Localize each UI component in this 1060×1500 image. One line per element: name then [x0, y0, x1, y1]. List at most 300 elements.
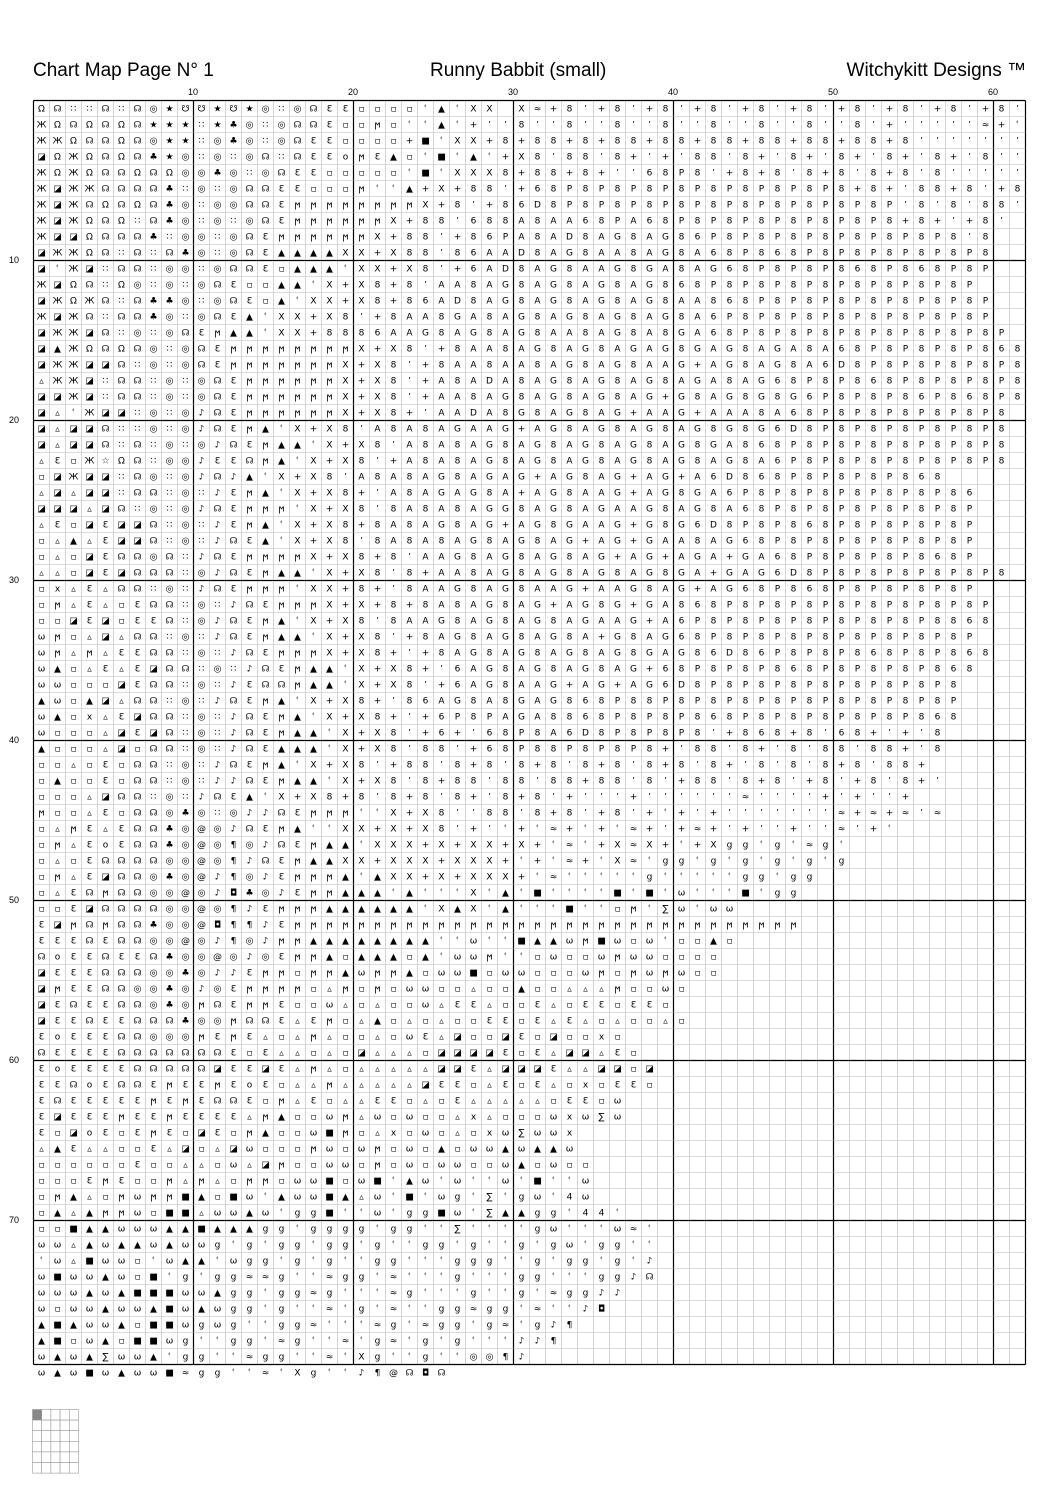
stitch-symbol: ω	[630, 953, 638, 963]
stitch-symbol: ◪	[37, 265, 46, 275]
stitch-symbol: 8	[887, 329, 893, 339]
stitch-symbol: ☊	[150, 201, 158, 211]
stitch-symbol: G	[534, 457, 541, 467]
stitch-symbol: ▲	[358, 905, 365, 915]
stitch-symbol: ω	[54, 697, 62, 707]
stitch-symbol: ω	[86, 1273, 94, 1283]
stitch-symbol: +	[470, 793, 478, 803]
stitch-symbol: ☊	[214, 473, 222, 483]
stitch-symbol: ▫	[310, 1113, 316, 1123]
stitch-symbol: Ɛ	[103, 777, 109, 787]
stitch-symbol: 8	[775, 697, 781, 707]
stitch-symbol: 8	[823, 489, 829, 499]
stitch-symbol: ◎	[262, 169, 270, 179]
stitch-symbol: ϻ	[407, 201, 413, 211]
stitch-symbol: 8	[615, 777, 621, 787]
stitch-symbol: Ɛ	[167, 1097, 173, 1107]
stitch-symbol: G	[598, 681, 605, 691]
stitch-symbol: ▲	[310, 729, 317, 739]
stitch-symbol: +	[630, 793, 638, 803]
stitch-symbol: G	[550, 697, 557, 707]
stitch-symbol: P	[711, 281, 717, 291]
stitch-symbol: ◎	[198, 185, 206, 195]
stitch-symbol: 8	[711, 761, 717, 771]
stitch-symbol: ▫	[38, 617, 44, 627]
stitch-symbol: +	[310, 489, 318, 499]
stitch-symbol: +	[406, 793, 414, 803]
stitch-symbol: ʼ	[952, 121, 955, 131]
stitch-symbol: ☊	[150, 825, 158, 835]
stitch-symbol: +	[534, 841, 542, 851]
stitch-symbol: ϻ	[263, 1177, 269, 1187]
stitch-symbol: +	[518, 137, 526, 147]
stitch-symbol: Ɛ	[567, 1097, 573, 1107]
stitch-symbol: g	[551, 1241, 557, 1251]
stitch-symbol: ϻ	[247, 393, 253, 403]
stitch-symbol: ʼ	[680, 153, 683, 163]
stitch-symbol: 8	[839, 201, 845, 211]
stitch-symbol: A	[486, 553, 493, 563]
stitch-symbol: ☊	[102, 953, 110, 963]
stitch-symbol: ʿ	[616, 873, 619, 883]
stitch-symbol: ◪	[37, 297, 46, 307]
stitch-symbol: 8	[951, 505, 957, 515]
stitch-symbol: Ɛ	[535, 1017, 541, 1027]
stitch-symbol: ω	[70, 1353, 78, 1363]
stitch-symbol: +	[358, 777, 366, 787]
stitch-symbol: o	[87, 1129, 93, 1139]
stitch-symbol: 8	[919, 537, 925, 547]
stitch-symbol: ▵	[359, 1097, 364, 1107]
stitch-symbol: ▲	[86, 1353, 93, 1363]
stitch-symbol: ▵	[535, 1097, 540, 1107]
stitch-symbol: ϻ	[199, 1177, 205, 1187]
stitch-symbol: G	[502, 569, 509, 579]
stitch-symbol: ʿ	[264, 1305, 267, 1315]
stitch-symbol: Ɛ	[631, 1001, 637, 1011]
stitch-symbol: X	[342, 393, 348, 403]
stitch-symbol: G	[534, 441, 541, 451]
stitch-symbol: A	[598, 329, 605, 339]
stitch-symbol: 8	[903, 473, 909, 483]
stitch-symbol: ■	[165, 1369, 174, 1379]
stitch-symbol: ☊	[230, 1097, 238, 1107]
stitch-symbol: 8	[951, 105, 957, 115]
stitch-symbol: ▫	[566, 1161, 572, 1171]
stitch-symbol: ʼ	[792, 777, 795, 787]
stitch-symbol: ʿ	[264, 1241, 267, 1251]
stitch-symbol: Ж	[53, 249, 63, 259]
stitch-symbol: ▵	[295, 1033, 300, 1043]
stitch-symbol: ∷	[167, 521, 173, 531]
stitch-symbol: ◎	[198, 713, 206, 723]
stitch-symbol: ▫	[294, 1161, 300, 1171]
stitch-symbol: 8	[807, 425, 813, 435]
stitch-symbol: ▵	[471, 985, 476, 995]
stitch-symbol: 8	[695, 729, 701, 739]
stitch-symbol: ▫	[38, 825, 44, 835]
stitch-symbol: ▫	[454, 985, 460, 995]
stitch-symbol: ▫	[38, 905, 44, 915]
stitch-symbol: ☊	[150, 841, 158, 851]
stitch-symbol: 8	[871, 617, 877, 627]
stitch-symbol: ▫	[342, 1049, 348, 1059]
stitch-symbol: X	[454, 137, 460, 147]
stitch-symbol: х	[55, 585, 61, 595]
stitch-symbol: +	[406, 409, 414, 419]
stitch-symbol: ♪	[231, 649, 237, 659]
stitch-symbol: ♣	[165, 841, 173, 851]
stitch-symbol: 8	[695, 713, 701, 723]
stitch-symbol: P	[727, 201, 733, 211]
stitch-symbol: Ɛ	[199, 329, 205, 339]
stitch-symbol: g	[407, 1225, 413, 1235]
stitch-symbol: 8	[919, 281, 925, 291]
stitch-symbol: P	[871, 633, 877, 643]
stitch-symbol: ▫	[54, 793, 60, 803]
stitch-symbol: X	[374, 233, 380, 243]
stitch-symbol: 8	[359, 697, 365, 707]
stitch-symbol: ʼ	[376, 505, 379, 515]
stitch-symbol: g	[759, 873, 765, 883]
stitch-symbol: ◪	[37, 505, 46, 515]
stitch-symbol: +	[694, 585, 702, 595]
stitch-symbol: ▫	[358, 1033, 364, 1043]
stitch-symbol: +	[678, 809, 686, 819]
stitch-symbol: 8	[759, 505, 765, 515]
stitch-symbol: ♪	[215, 633, 221, 643]
stitch-symbol: 8	[327, 329, 333, 339]
stitch-symbol: 8	[791, 329, 797, 339]
stitch-symbol: 8	[583, 409, 589, 419]
stitch-symbol: ʼ	[904, 185, 907, 195]
stitch-symbol: ▫	[438, 1129, 444, 1139]
stitch-symbol: G	[566, 473, 573, 483]
stitch-symbol: ♪	[231, 713, 237, 723]
stitch-symbol: P	[727, 313, 733, 323]
stitch-symbol: ∷	[119, 105, 125, 115]
stitch-symbol: G	[454, 697, 461, 707]
stitch-symbol: +	[342, 633, 350, 643]
stitch-symbol: 8	[535, 745, 541, 755]
stitch-symbol: ʿ	[296, 1353, 299, 1363]
stitch-symbol: 8	[919, 521, 925, 531]
stitch-symbol: ◪	[85, 521, 94, 531]
stitch-symbol: ∷	[199, 537, 205, 547]
stitch-symbol: 8	[839, 457, 845, 467]
stitch-symbol: A	[646, 489, 653, 499]
stitch-symbol: ☊	[86, 1017, 94, 1027]
stitch-symbol: g	[727, 841, 733, 851]
stitch-symbol: +	[678, 777, 686, 787]
stitch-symbol: A	[630, 425, 637, 435]
stitch-symbol: +	[758, 777, 766, 787]
stitch-symbol: ☊	[118, 169, 126, 179]
stitch-symbol: ▵	[39, 377, 44, 387]
stitch-symbol: ʿ	[440, 889, 443, 899]
stitch-symbol: ω	[166, 1337, 174, 1347]
stitch-symbol: 8	[487, 217, 493, 227]
stitch-symbol: g	[247, 1257, 253, 1267]
stitch-symbol: ▵	[503, 1097, 508, 1107]
stitch-symbol: ▲	[246, 793, 253, 803]
stitch-symbol: ♣	[165, 953, 173, 963]
stitch-symbol: 8	[695, 537, 701, 547]
stitch-symbol: 8	[407, 585, 413, 595]
stitch-symbol: ʼ	[408, 729, 411, 739]
stitch-symbol: ʿ	[360, 1241, 363, 1251]
stitch-symbol: A	[438, 393, 445, 403]
stitch-symbol: 8	[775, 617, 781, 627]
stitch-symbol: X	[502, 873, 508, 883]
stitch-symbol: 8	[759, 521, 765, 531]
stitch-symbol: ☊	[150, 905, 158, 915]
stitch-symbol: +	[326, 505, 334, 515]
stitch-symbol: X	[326, 569, 332, 579]
stitch-symbol: 6	[759, 729, 765, 739]
stitch-symbol: ¶	[551, 1337, 557, 1347]
stitch-symbol: ʿ	[440, 937, 443, 947]
stitch-symbol: ʼ	[488, 825, 491, 835]
stitch-symbol: ▵	[407, 1017, 412, 1027]
stitch-symbol: х	[599, 1033, 605, 1043]
stitch-symbol: A	[646, 249, 653, 259]
stitch-symbol: +	[598, 137, 606, 147]
stitch-symbol: ■	[533, 1177, 542, 1187]
stitch-symbol: ▵	[311, 1081, 316, 1091]
stitch-symbol: ▫	[182, 1129, 188, 1139]
stitch-symbol: G	[598, 569, 605, 579]
stitch-symbol: ϻ	[311, 601, 317, 611]
stitch-symbol: ʿ	[536, 1289, 539, 1299]
stitch-symbol: g	[359, 1305, 365, 1315]
stitch-symbol: 8	[855, 281, 861, 291]
stitch-symbol: 8	[695, 169, 701, 179]
stitch-symbol: 8	[423, 441, 429, 451]
stitch-symbol: Ω	[134, 201, 141, 211]
stitch-symbol: ϻ	[247, 361, 253, 371]
stitch-symbol: 8	[823, 777, 829, 787]
stitch-symbol: +	[790, 105, 798, 115]
stitch-symbol: ʿ	[680, 841, 683, 851]
stitch-symbol: ▵	[39, 1145, 44, 1155]
stitch-symbol: ☊	[294, 153, 302, 163]
stitch-symbol: Ɛ	[327, 105, 333, 115]
stitch-symbol: P	[903, 681, 909, 691]
stitch-symbol: ʿ	[424, 153, 427, 163]
stitch-symbol: 8	[471, 185, 477, 195]
page-map-cell	[51, 1410, 60, 1421]
stitch-symbol: ʿ	[584, 873, 587, 883]
stitch-symbol: X	[518, 153, 524, 163]
stitch-symbol: ϻ	[167, 1193, 173, 1203]
stitch-symbol: A	[726, 409, 733, 419]
stitch-symbol: ʿ	[312, 569, 315, 579]
stitch-symbol: Ω	[86, 121, 93, 131]
stitch-symbol: 8	[791, 649, 797, 659]
stitch-symbol: Ɛ	[487, 1017, 493, 1027]
stitch-symbol: A	[534, 265, 541, 275]
stitch-symbol: P	[807, 505, 813, 515]
stitch-symbol: 6	[791, 665, 797, 675]
stitch-symbol: Ɛ	[215, 1129, 221, 1139]
stitch-symbol: 8	[919, 713, 925, 723]
stitch-symbol: ◎	[166, 265, 174, 275]
stitch-symbol: A	[582, 281, 589, 291]
stitch-symbol: ω	[182, 1321, 190, 1331]
stitch-symbol: ʼ	[872, 153, 875, 163]
stitch-symbol: ∷	[167, 489, 173, 499]
stitch-symbol: Ɛ	[151, 1113, 157, 1123]
stitch-symbol: ▵	[583, 1065, 588, 1075]
stitch-symbol: 8	[855, 137, 861, 147]
stitch-symbol: ♪	[199, 505, 205, 515]
stitch-symbol: 8	[871, 569, 877, 579]
stitch-symbol: ▲	[230, 1225, 237, 1235]
stitch-symbol: ▲	[294, 745, 301, 755]
stitch-symbol: ▵	[663, 1017, 668, 1027]
stitch-symbol: ▫	[70, 521, 76, 531]
stitch-symbol: ▫	[486, 1033, 492, 1043]
stitch-symbol: ≈	[742, 793, 750, 803]
stitch-symbol: ∷	[103, 377, 109, 387]
stitch-symbol: ω	[118, 1353, 126, 1363]
stitch-symbol: ω	[454, 969, 462, 979]
stitch-symbol: +	[566, 681, 574, 691]
stitch-symbol: 8	[343, 489, 349, 499]
stitch-symbol: ▲	[326, 953, 333, 963]
stitch-symbol: ʿ	[408, 1321, 411, 1331]
stitch-symbol: 8	[855, 361, 861, 371]
stitch-symbol: G	[678, 361, 685, 371]
stitch-symbol: G	[726, 345, 733, 355]
stitch-symbol: 8	[935, 473, 941, 483]
stitch-symbol: ▲	[374, 937, 381, 947]
stitch-symbol: X	[374, 377, 380, 387]
row-number: 60	[9, 1055, 19, 1065]
stitch-symbol: 8	[615, 393, 621, 403]
stitch-symbol: 8	[343, 521, 349, 531]
stitch-symbol: ■	[69, 1225, 78, 1235]
stitch-symbol: ω	[38, 713, 46, 723]
stitch-symbol: ◎	[198, 969, 206, 979]
stitch-symbol: ϻ	[711, 921, 717, 931]
stitch-symbol: Ɛ	[615, 1081, 621, 1091]
stitch-symbol: 8	[807, 201, 813, 211]
stitch-symbol: 8	[679, 665, 685, 675]
stitch-symbol: P	[823, 201, 829, 211]
stitch-symbol: ♪	[519, 1353, 525, 1363]
stitch-symbol: 6	[791, 409, 797, 419]
stitch-symbol: ω	[230, 1161, 238, 1171]
stitch-symbol: ◎	[182, 265, 190, 275]
stitch-symbol: ▫	[342, 1033, 348, 1043]
stitch-symbol: Ɛ	[135, 601, 141, 611]
stitch-symbol: A	[406, 441, 413, 451]
page-map-cell	[33, 1441, 42, 1452]
stitch-symbol: 8	[951, 233, 957, 243]
stitch-symbol: Ɛ	[295, 185, 301, 195]
stitch-symbol: ϻ	[279, 777, 285, 787]
stitch-symbol: 8	[903, 425, 909, 435]
stitch-symbol: ☊	[150, 537, 158, 547]
stitch-symbol: ʿ	[696, 873, 699, 883]
stitch-symbol: 8	[519, 377, 525, 387]
stitch-symbol: g	[263, 1225, 269, 1235]
stitch-symbol: ▵	[343, 1001, 348, 1011]
stitch-symbol: g	[391, 1225, 397, 1235]
stitch-symbol: X	[390, 825, 396, 835]
stitch-symbol: ▫	[614, 1001, 620, 1011]
stitch-symbol: X	[358, 713, 364, 723]
stitch-symbol: ʼ	[824, 121, 827, 131]
stitch-symbol: g	[535, 1321, 541, 1331]
stitch-symbol: ω	[374, 1193, 382, 1203]
stitch-symbol: Ж	[85, 409, 95, 419]
stitch-symbol: X	[454, 857, 460, 867]
stitch-symbol: A	[390, 537, 397, 547]
stitch-symbol: A	[534, 585, 541, 595]
stitch-symbol: X	[310, 505, 316, 515]
stitch-symbol: ϻ	[263, 761, 269, 771]
stitch-symbol: A	[630, 505, 637, 515]
stitch-symbol: ʿ	[568, 873, 571, 883]
stitch-symbol: 8	[407, 473, 413, 483]
stitch-symbol: Ɛ	[199, 1113, 205, 1123]
stitch-symbol: +	[614, 553, 622, 563]
stitch-symbol: +	[374, 313, 382, 323]
stitch-symbol: ◎	[198, 281, 206, 291]
stitch-symbol: P	[871, 345, 877, 355]
stitch-symbol: +	[582, 777, 590, 787]
stitch-symbol: ∷	[151, 329, 157, 339]
stitch-symbol: P	[839, 329, 845, 339]
stitch-symbol: P	[983, 601, 989, 611]
stitch-symbol: ▲	[278, 1193, 285, 1203]
stitch-symbol: 8	[487, 329, 493, 339]
stitch-symbol: ʿ	[520, 1177, 523, 1187]
stitch-symbol: G	[678, 329, 685, 339]
stitch-symbol: 8	[391, 505, 397, 515]
stitch-symbol: @	[181, 937, 190, 947]
stitch-symbol: ʿ	[344, 1353, 347, 1363]
stitch-symbol: G	[518, 713, 525, 723]
stitch-symbol: ϻ	[103, 1177, 109, 1187]
stitch-symbol: 6	[759, 441, 765, 451]
stitch-symbol: ʼ	[392, 441, 395, 451]
stitch-symbol: ★	[165, 121, 173, 131]
stitch-symbol: ◎	[150, 873, 158, 883]
stitch-symbol: ▫	[70, 553, 76, 563]
stitch-symbol: Ɛ	[247, 441, 253, 451]
stitch-symbol: G	[454, 425, 461, 435]
stitch-symbol: A	[438, 281, 445, 291]
stitch-symbol: 8	[743, 265, 749, 275]
stitch-symbol: ▫	[630, 1049, 636, 1059]
stitch-symbol: 8	[471, 777, 477, 787]
stitch-symbol: ∑	[662, 905, 668, 915]
stitch-symbol: ▫	[342, 1017, 348, 1027]
stitch-symbol: X	[326, 297, 332, 307]
stitch-symbol: 8	[647, 201, 653, 211]
stitch-symbol: ω	[374, 1209, 382, 1219]
stitch-symbol: ϻ	[231, 1033, 237, 1043]
page-map-cell	[69, 1410, 78, 1421]
stitch-symbol: ★	[165, 137, 173, 147]
stitch-symbol: 8	[663, 569, 669, 579]
stitch-symbol: ʿ	[344, 681, 347, 691]
stitch-symbol: ▵	[343, 1081, 348, 1091]
